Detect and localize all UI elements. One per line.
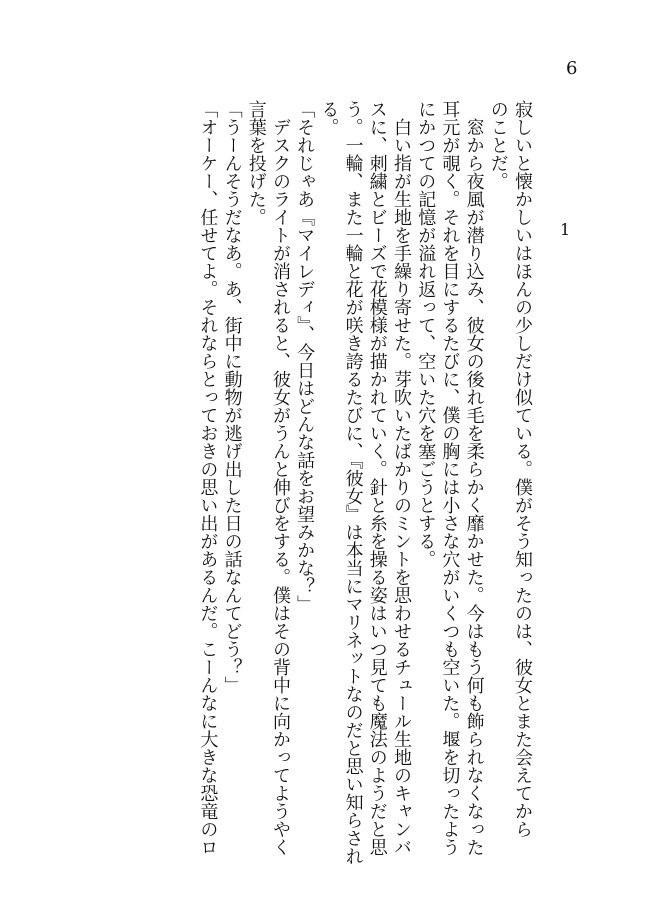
- text-line: 「うーんそうだなあ。あ、街中に動物が逃げ出した日の話なんてどう？」: [221, 100, 243, 694]
- text-line: スに、刺繍とビーズで花模様が描かれていく。針と糸を操る姿はいつ見ても魔法のようだと思: [366, 100, 388, 856]
- text-line: 「オーケー、任せてよ。それならとっておきの思い出があるんだ。こーんなに大きな恐竜のロ: [197, 100, 219, 856]
- text-line: る。: [318, 100, 340, 136]
- text-line: 寂しいと懐かしいはほんの少しだけ似ている。僕がそう知ったのは、彼女とまた会えてから: [512, 100, 533, 838]
- page-number: 6: [566, 58, 578, 79]
- chapter-number: 1: [560, 220, 571, 239]
- text-line: 「それじゃあ『マイレディ』、今日はどんな話をお望みかな？」: [294, 100, 316, 613]
- text-line: う。一輪、また一輪と花が咲き誇るたびに、『彼女』は本当にマリネットなのだと思い知らされ: [342, 100, 364, 865]
- body-text: [195, 100, 534, 865]
- text-line: 白い指が生地を手繰り寄せた。芽吹いたばかりのミントを思わせるチュール生地のキャンバ: [390, 100, 412, 856]
- text-line: デスクのライトが消されると、彼女がうんと伸びをする。僕はその背中に向かってようやく: [269, 100, 291, 856]
- text-line: のことだ。: [487, 100, 509, 190]
- text-line: にかつての記憶が溢れ返って、空いた穴を塞ごうとする。: [415, 100, 437, 568]
- text-line: 言葉を投げた。: [245, 100, 267, 226]
- text-line: 耳元が覗く。それを目にするたびに、僕の胸には小さな穴がいくつも空いた。堰を切ったよう: [439, 100, 461, 856]
- text-line: 窓から夜風が潜り込み、彼女の後れ毛を柔らかく靡かせた。今はもう何も飾られなくなった: [463, 100, 485, 856]
